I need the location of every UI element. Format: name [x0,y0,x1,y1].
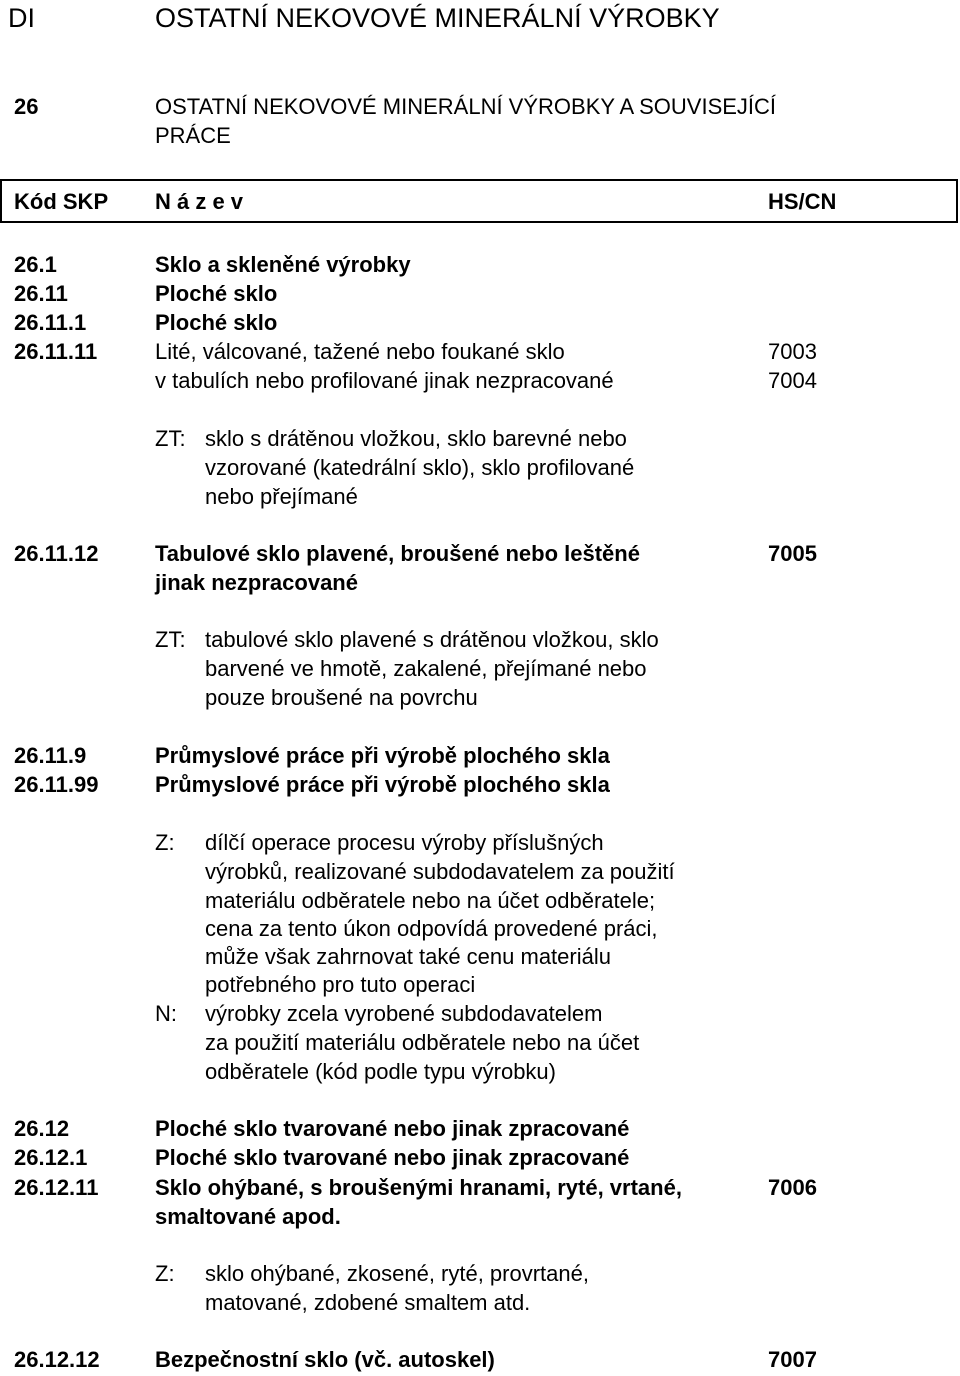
note-line: tabulové sklo plavené s drátěnou vložkou, sklo [205,627,659,652]
entry-name: Sklo a skleněné výrobky [155,252,411,277]
note-line: barvené ve hmotě, zakalené, přejímané nebo [205,656,647,681]
entry-name: Ploché sklo tvarované nebo jinak zpracované [155,1116,630,1141]
entry-name-line2: smaltované apod. [155,1204,341,1229]
note-prefix: Z: [155,1261,175,1286]
note-line: nebo přejímané [205,484,358,509]
entry-code: 26.1 [14,252,57,277]
entry-name: Průmyslové práce při výrobě plochého skla [155,772,610,797]
note-line: výrobků, realizované subdodavatelem za použití [205,859,675,884]
note-line: materiálu odběratele nebo na účet odběratele; [205,888,656,913]
note-line: za použití materiálu odběratele nebo na účet [205,1030,640,1055]
entry-name: Ploché sklo [155,310,278,335]
note-line: pouze broušené na povrchu [205,685,478,710]
division-code: 26 [14,94,39,119]
entry-name-line1: Lité, válcované, tažené nebo foukané sklo [155,339,565,364]
entry-name-line1: Sklo ohýbané, s broušenými hranami, ryté, vrtané, [155,1175,682,1200]
note-prefix: N: [155,1001,177,1026]
table-header-right-border [956,179,958,223]
division-title-line2: PRÁCE [155,123,231,148]
table-header-top-border [0,179,958,181]
note-line: může však zahrnovat také cenu materiálu [205,944,611,969]
entry-code: 26.11.11 [14,339,98,364]
division-title-line1: OSTATNÍ NEKOVOVÉ MINERÁLNÍ VÝROBKY A SOUVISEJÍCÍ [155,94,777,119]
note-line: potřebného pro tuto operaci [205,972,476,997]
note-line: matované, zdobené smaltem atd. [205,1290,531,1315]
header-hs: HS/CN [768,189,837,214]
entry-name-line2: jinak nezpracované [155,570,358,595]
entry-code: 26.11.12 [14,541,99,566]
entry-name: Průmyslové práce při výrobě plochého skla [155,743,610,768]
entry-name: Bezpečnostní sklo (vč. autoskel) [155,1347,495,1372]
note-line: výrobky zcela vyrobené subdodavatelem [205,1001,603,1026]
entry-hs: 7007 [768,1347,817,1372]
entry-name: Ploché sklo tvarované nebo jinak zpracované [155,1145,630,1170]
entry-code: 26.12.11 [14,1175,99,1200]
entry-name-line1: Tabulové sklo plavené, broušené nebo leštěné [155,541,640,566]
entry-code: 26.12.1 [14,1145,88,1170]
header-code: Kód SKP [14,189,109,214]
table-header-left-border [0,179,2,223]
chapter-title: OSTATNÍ NEKOVOVÉ MINERÁLNÍ VÝROBKY [155,3,720,33]
chapter-code: DI [8,3,35,33]
note-prefix: ZT: [155,627,186,652]
entry-code: 26.12 [14,1116,70,1141]
entry-code: 26.11.9 [14,743,87,768]
entry-hs: 7003 [768,339,817,364]
entry-hs: 7005 [768,541,817,566]
note-line: sklo s drátěnou vložkou, sklo barevné nebo [205,426,627,451]
note-prefix: Z: [155,830,175,855]
entry-code: 26.11.99 [14,772,99,797]
note-prefix: ZT: [155,426,186,451]
entry-code: 26.11.1 [14,310,87,335]
table-header-bottom-border [0,221,958,223]
note-line: cena za tento úkon odpovídá provedené práci, [205,916,658,941]
entry-name: Ploché sklo [155,281,278,306]
note-line: vzorované (katedrální sklo), sklo profilované [205,455,635,480]
entry-hs: 7004 [768,368,817,393]
header-name: N á z e v [155,189,244,214]
note-line: sklo ohýbané, zkosené, ryté, provrtané, [205,1261,589,1286]
note-line: dílčí operace procesu výroby příslušných [205,830,604,855]
entry-name-line2: v tabulích nebo profilované jinak nezpracované [155,368,614,393]
note-line: odběratele (kód podle typu výrobku) [205,1059,556,1084]
entry-hs: 7006 [768,1175,817,1200]
entry-code: 26.12.12 [14,1347,100,1372]
entry-code: 26.11 [14,281,68,306]
